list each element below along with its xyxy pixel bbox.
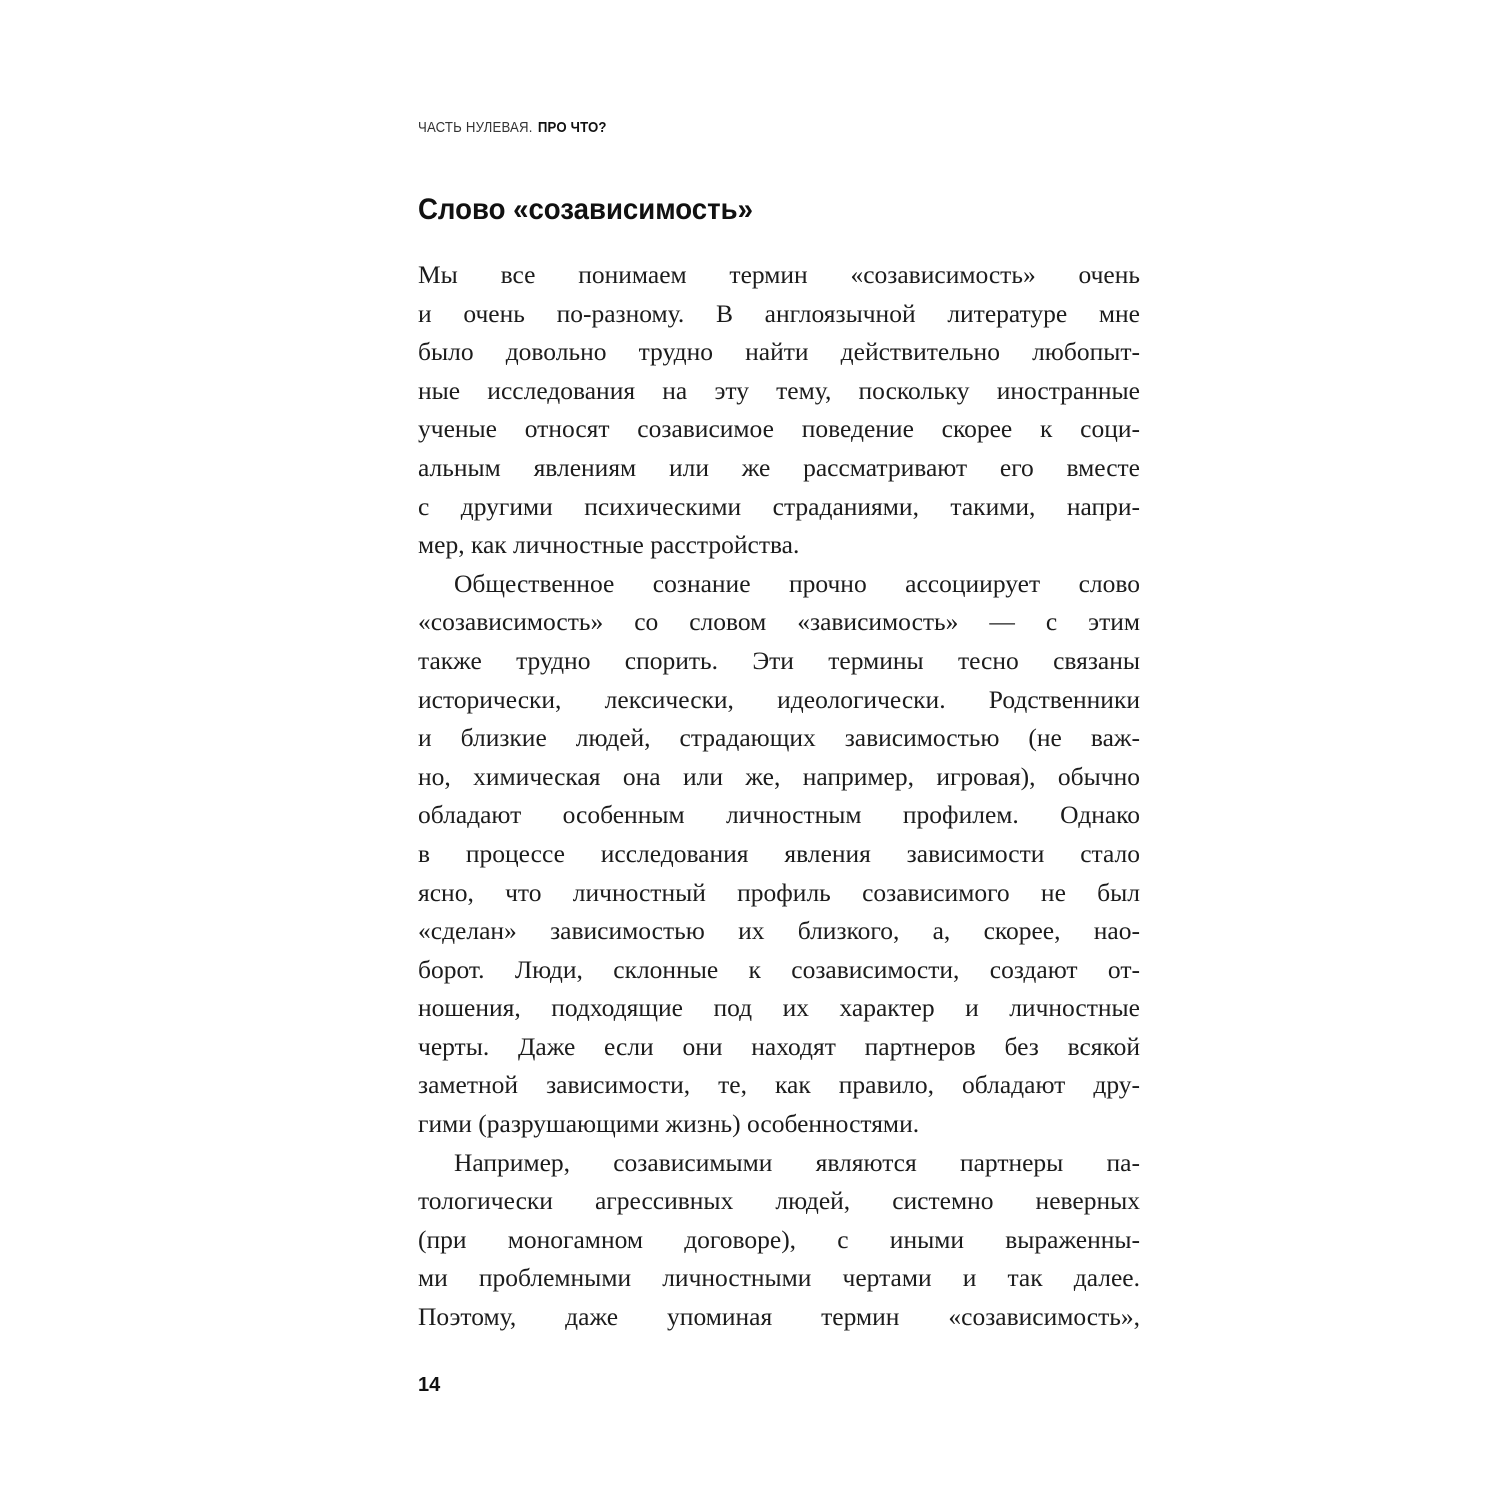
- text-line: с другими психическими страданиями, такими, напри-: [418, 491, 1140, 521]
- text-line: Мы все понимаем термин «созависимость» очень: [418, 260, 1140, 289]
- text-line: обладают особенным личностным профилем. Однако: [418, 800, 1140, 830]
- text-line: черты. Даже если они находят партнеров без всякой: [418, 1031, 1140, 1061]
- text-line: тологически агрессивных людей, системно неверных: [418, 1186, 1140, 1216]
- text-line: ясно, что личностный профиль созависимого не был: [418, 877, 1140, 907]
- text-line: но, химическая она или же, например, игровая), обычно: [418, 761, 1140, 791]
- section-title: Слово «созависимость»: [418, 193, 753, 226]
- text-line: «созависимость» со словом «зависимость» — с этим: [418, 607, 1140, 637]
- text-line: также трудно спорить. Эти термины тесно связаны: [418, 645, 1140, 675]
- text-line: было довольно трудно найти действительно любопыт-: [418, 337, 1140, 367]
- text-line: ные исследования на эту тему, поскольку иностранные: [418, 375, 1140, 405]
- running-head-part: ЧАСТЬ НУЛЕВАЯ.: [418, 119, 533, 136]
- text-line: ученые относят созависимое поведение скорее к соци-: [418, 414, 1140, 444]
- text-line: заметной зависимости, те, как правило, обладают дру-: [418, 1070, 1140, 1100]
- text-line: Общественное сознание прочно ассоциирует слово: [454, 568, 1140, 598]
- running-head-chapter: ПРО ЧТО?: [537, 119, 607, 136]
- text-line: в процессе исследования явления зависимости стало: [418, 838, 1140, 868]
- page-number: 14: [418, 1374, 441, 1396]
- running-head: [418, 119, 607, 136]
- paragraph-3: [418, 1144, 1140, 1337]
- text-line: ношения, подходящие под их характер и личностные: [418, 993, 1140, 1023]
- paragraph-2: [418, 565, 1140, 1144]
- text-line: «сделан» зависимостью их близкого, а, скорее, нао-: [418, 916, 1140, 946]
- text-line: альным явлениям или же рассматривают его вместе: [418, 452, 1140, 482]
- text-line: мер, как личностные расстройства.: [418, 530, 800, 560]
- text-line: борот. Люди, склонные к созависимости, создают от-: [418, 954, 1140, 984]
- body-text: [418, 256, 1140, 1337]
- text-line: Поэтому, даже упоминая термин «созависимость»,: [418, 1302, 1140, 1332]
- text-line: (при моногамном договоре), с иными выраженны-: [418, 1224, 1140, 1254]
- text-line: гими (разрушающими жизнь) особенностями.: [418, 1109, 920, 1139]
- paragraph-1: [418, 256, 1140, 565]
- text-line: и близкие людей, страдающих зависимостью (не важ-: [418, 723, 1140, 753]
- text-line: исторически, лексически, идеологически. Родственники: [418, 684, 1140, 714]
- text-line: и очень по-разному. В англоязычной литературе мне: [418, 298, 1140, 328]
- text-line: Например, созависимыми являются партнеры па-: [454, 1147, 1140, 1177]
- text-line: ми проблемными личностными чертами и так далее.: [418, 1263, 1140, 1293]
